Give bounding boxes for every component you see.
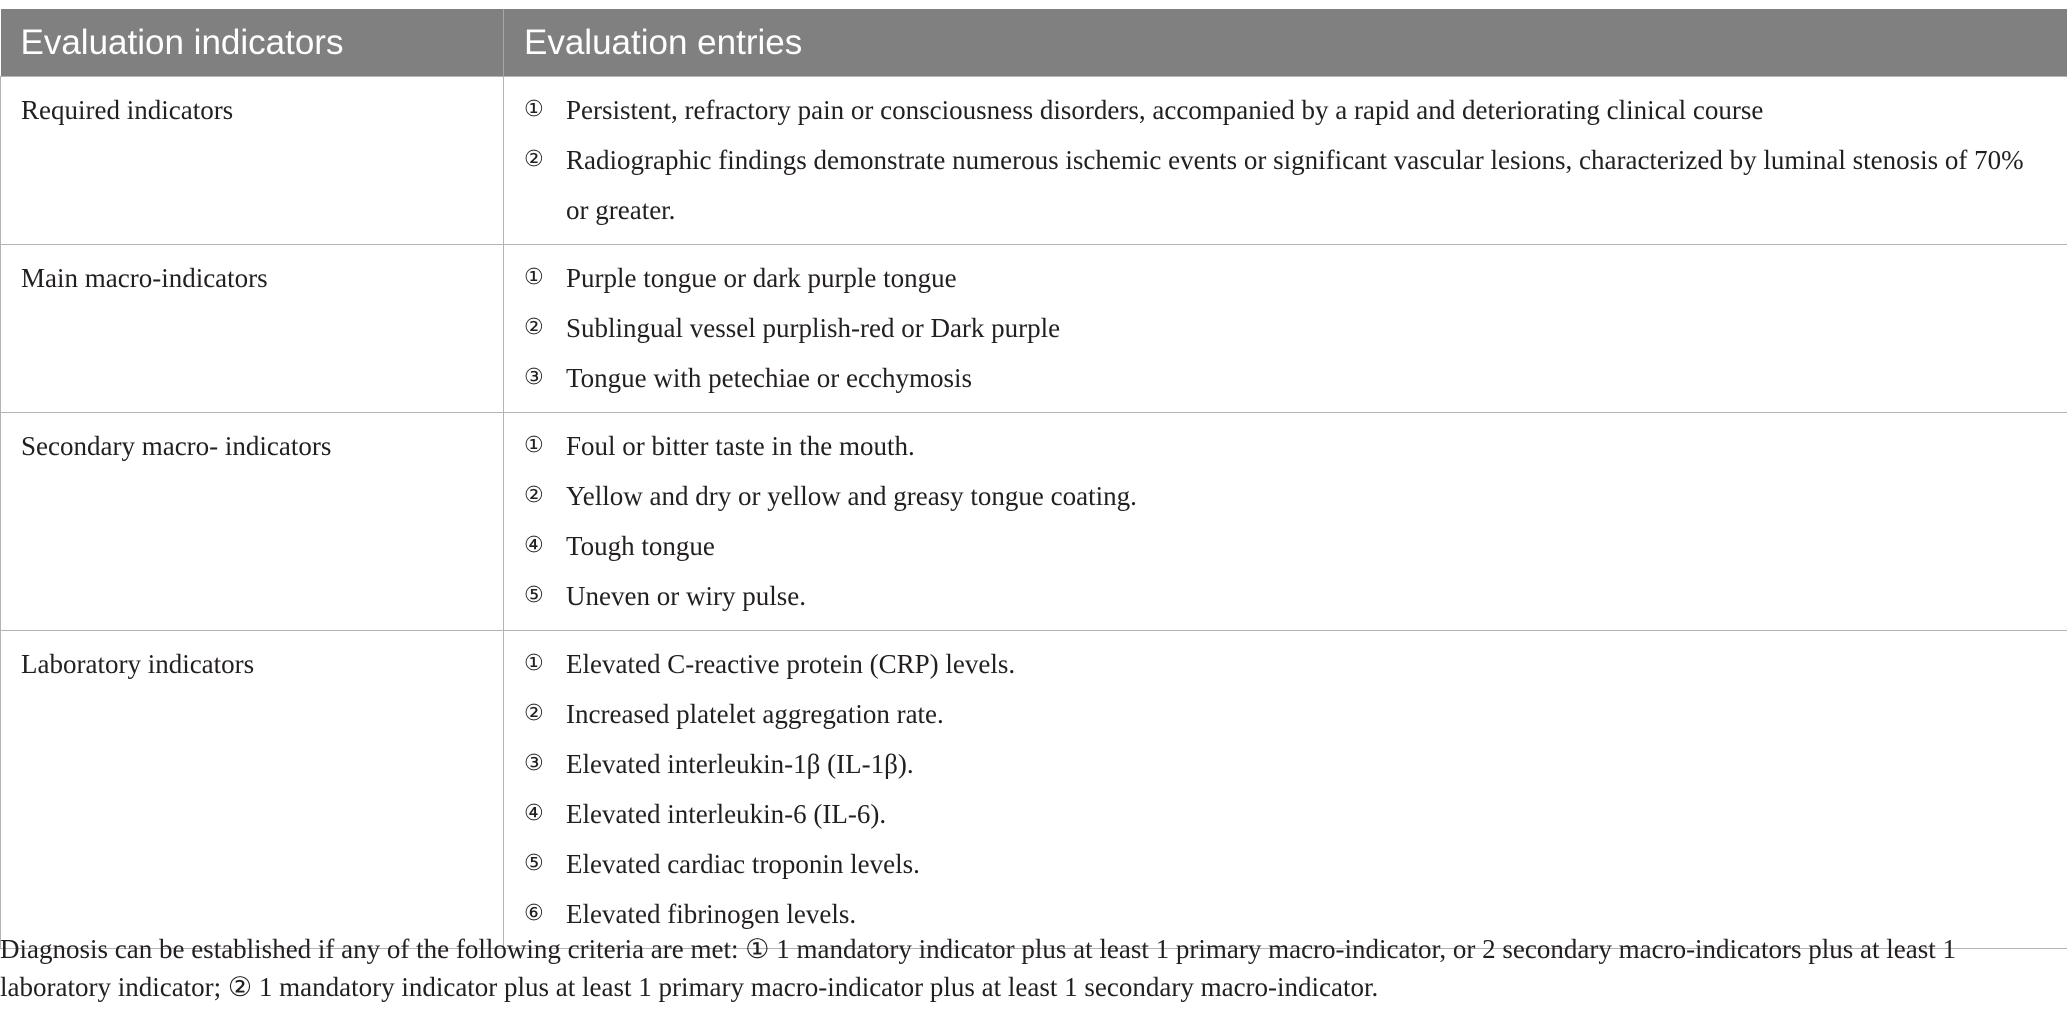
entry-number-marker: ① [524, 651, 544, 676]
entry-text: Tongue with petechiae or ecchymosis [566, 363, 972, 393]
entry-number-marker: ① [524, 433, 544, 458]
header-evaluation-indicators: Evaluation indicators [1, 9, 504, 77]
entry-number-marker: ② [524, 701, 544, 726]
entry-text: Yellow and dry or yellow and greasy tongue coating. [566, 481, 1137, 511]
entry-text: Persistent, refractory pain or consciousness disorders, accompanied by a rapid and deteriorating clinical course [566, 95, 1764, 125]
entry-number-marker: ① [524, 97, 544, 122]
entry-item [524, 739, 2047, 789]
entry-text: Elevated cardiac troponin levels. [566, 849, 920, 879]
entry-number-marker: ⑥ [524, 901, 544, 926]
evaluation-table-container [0, 9, 2067, 949]
indicator-cell: Secondary macro- indicators [1, 413, 504, 631]
entry-item [524, 521, 2047, 571]
entry-item [524, 303, 2047, 353]
entries-cell [504, 413, 2067, 631]
entry-item [524, 353, 2047, 403]
table-row [1, 631, 2067, 949]
entry-number-marker: ④ [524, 533, 544, 558]
table-body [1, 77, 2067, 949]
entry-item [524, 471, 2047, 521]
entry-text: Elevated C-reactive protein (CRP) levels. [566, 649, 1016, 679]
header-row [1, 9, 2067, 77]
entries-cell [504, 77, 2067, 245]
entry-item [524, 85, 2047, 135]
table-row [1, 413, 2067, 631]
table-row [1, 77, 2067, 245]
entry-item [524, 689, 2047, 739]
entry-text: Purple tongue or dark purple tongue [566, 263, 957, 293]
entry-number-marker: ⑤ [524, 583, 544, 608]
entry-item [524, 135, 2047, 235]
entry-number-marker: ③ [524, 365, 544, 390]
evaluation-table [0, 9, 2067, 949]
entry-text: Elevated interleukin-6 (IL-6). [566, 799, 887, 829]
entry-number-marker: ③ [524, 751, 544, 776]
entry-text: Sublingual vessel purplish-red or Dark purple [566, 313, 1061, 343]
entry-text: Radiographic findings demonstrate numerous ischemic events or significant vascular lesions, characterized by luminal stenosis of 70% or greater. [566, 145, 2024, 225]
entry-text: Tough tongue [566, 531, 715, 561]
entry-item [524, 253, 2047, 303]
table-row [1, 245, 2067, 413]
indicator-cell: Laboratory indicators [1, 631, 504, 949]
entry-text: Increased platelet aggregation rate. [566, 699, 944, 729]
table-footnote: Diagnosis can be established if any of the following criteria are met: ① 1 mandatory indicator plus at least 1 primary macro-indicator, or 2 secondary macro-indicators plus at least 1 laboratory indicator; ② 1 mandatory indicator plus at least 1 primary macro-indicator plus at least 1 secondary macro-indicator. [0, 934, 1956, 1002]
header-evaluation-entries: Evaluation entries [504, 9, 2067, 77]
entries-cell [504, 631, 2067, 949]
entry-number-marker: ⑤ [524, 851, 544, 876]
entry-number-marker: ② [524, 315, 544, 340]
entry-number-marker: ④ [524, 801, 544, 826]
entries-cell [504, 245, 2067, 413]
entry-text: Elevated interleukin-1β (IL-1β). [566, 749, 914, 779]
entry-item [524, 839, 2047, 889]
indicator-cell: Required indicators [1, 77, 504, 245]
entry-item [524, 639, 2047, 689]
entry-item [524, 571, 2047, 621]
indicator-cell: Main macro-indicators [1, 245, 504, 413]
entry-number-marker: ① [524, 265, 544, 290]
entry-number-marker: ② [524, 147, 544, 172]
entry-number-marker: ② [524, 483, 544, 508]
entry-item [524, 789, 2047, 839]
entry-text: Uneven or wiry pulse. [566, 581, 806, 611]
entry-text: Elevated fibrinogen levels. [566, 899, 857, 929]
table-header [1, 9, 2067, 77]
entry-item [524, 421, 2047, 471]
entry-text: Foul or bitter taste in the mouth. [566, 431, 915, 461]
